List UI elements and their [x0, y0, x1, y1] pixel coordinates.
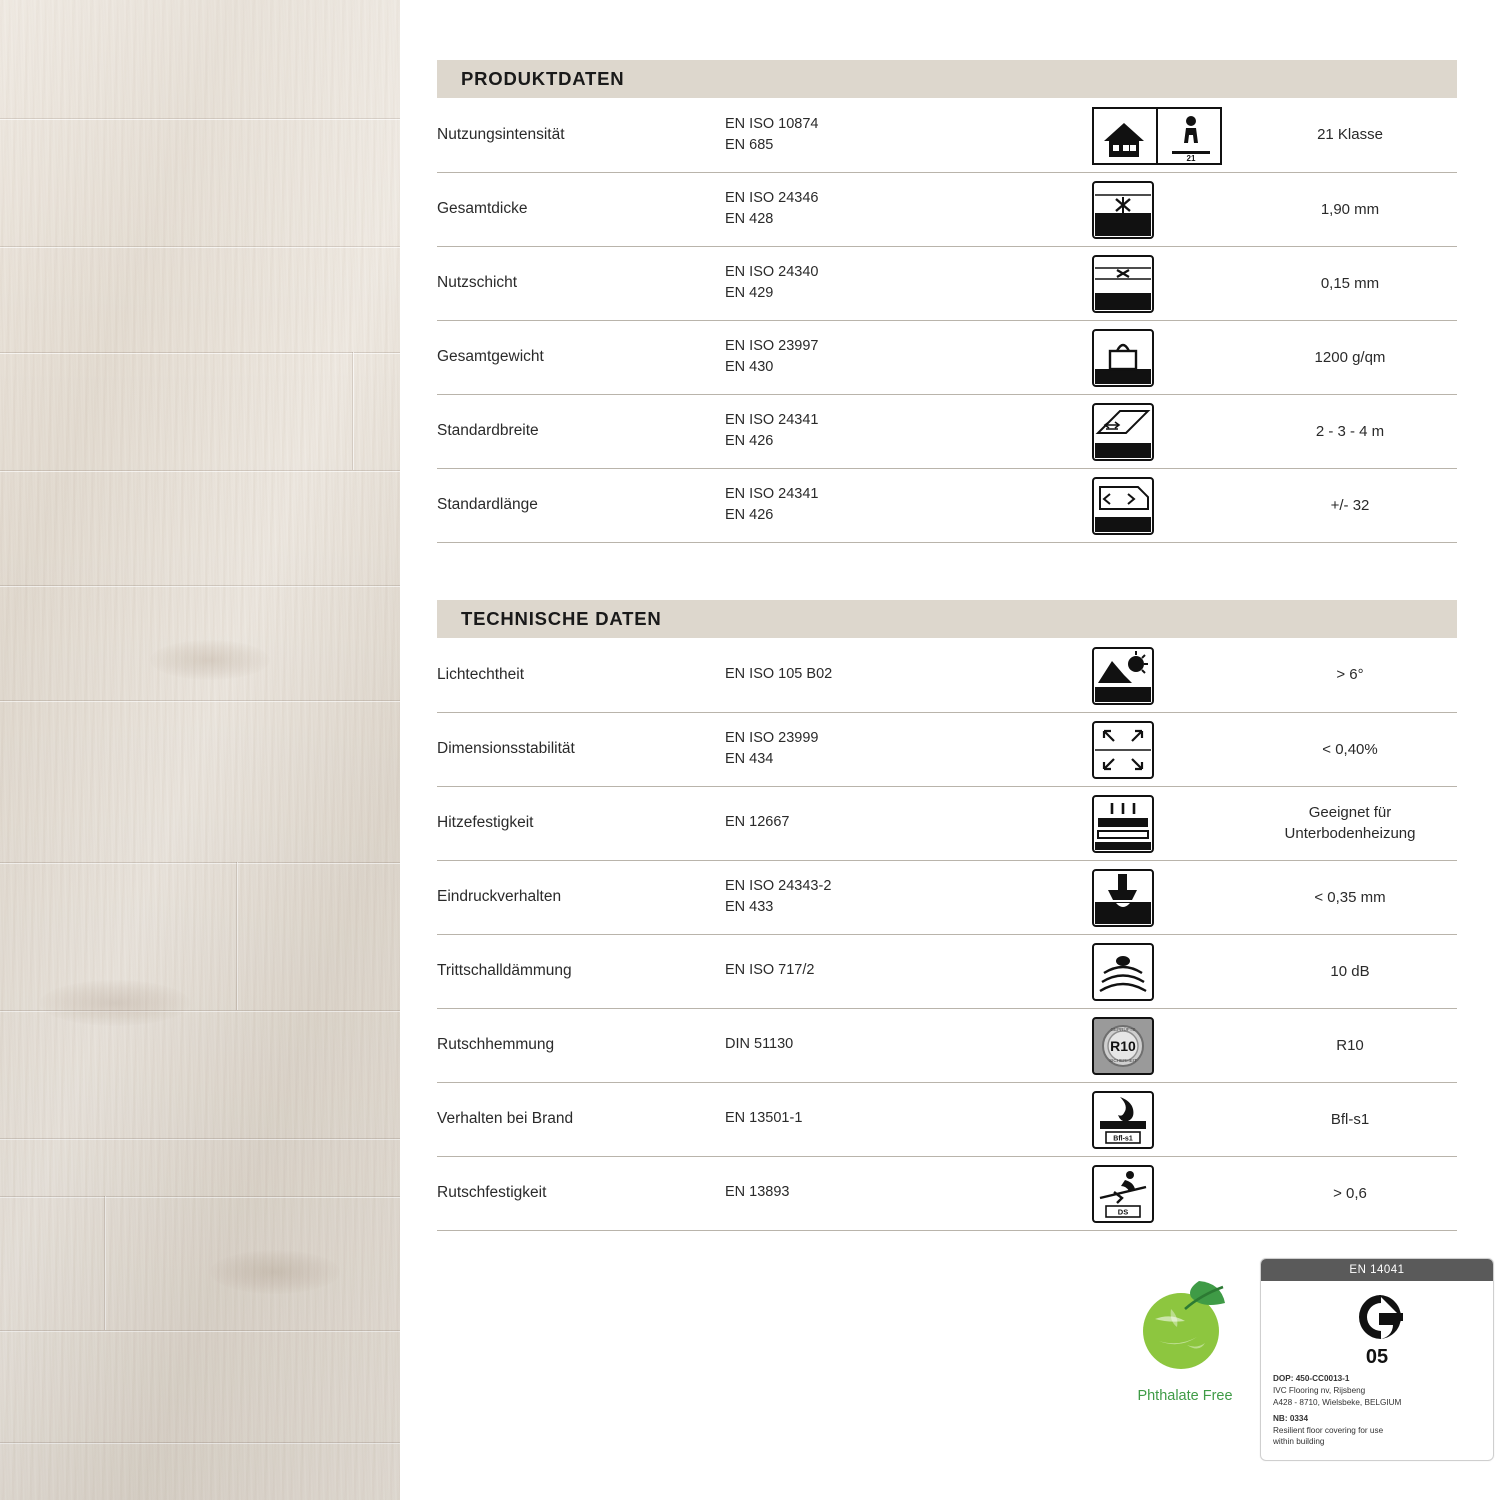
table-row [437, 786, 1457, 860]
row-label: Lichtechtheit [437, 638, 725, 712]
ce-company: IVC Flooring nv, Rijsbeng [1273, 1385, 1366, 1395]
norm-line: EN 426 [725, 433, 774, 449]
row-label: Trittschalldämmung [437, 934, 725, 1008]
norm-line: EN 434 [725, 751, 774, 767]
table-row [437, 172, 1457, 246]
row-label: Hitzefestigkeit [437, 786, 725, 860]
section-title: TECHNISCHE DATEN [461, 608, 662, 629]
ce-year: 05 [1365, 1346, 1389, 1368]
row-icon-cell [1013, 1156, 1243, 1230]
section-technische-daten [437, 600, 1457, 1231]
row-icon-cell [1013, 1008, 1243, 1082]
section-header-technische-daten [437, 600, 1457, 638]
row-icon-cell [1013, 172, 1243, 246]
row-value-line: Geeignet für [1308, 804, 1392, 821]
ce-mark [1273, 1291, 1481, 1348]
row-icon-cell [1013, 394, 1243, 468]
row-icon-cell [1013, 638, 1243, 712]
section-produktdaten [437, 60, 1457, 543]
row-label: Gesamtdicke [437, 172, 725, 246]
row-icon-cell [1013, 786, 1243, 860]
ce-standard: EN 14041 [1261, 1259, 1493, 1281]
row-value: > 6° [1243, 638, 1457, 712]
house-person-class-icon [1092, 107, 1196, 163]
row-value: 21 Klasse [1243, 98, 1457, 172]
norm-line: EN 428 [725, 211, 774, 227]
fire-behaviour-icon [1092, 1091, 1164, 1147]
table-row [437, 394, 1457, 468]
row-norms [725, 172, 1013, 246]
norm-line: EN ISO 23997 [725, 337, 819, 354]
total-thickness-icon [1092, 181, 1164, 237]
table-row [437, 1082, 1457, 1156]
norm-line: EN 13501-1 [725, 1110, 803, 1127]
svg-text:R10: R10 [1110, 1038, 1136, 1054]
row-norms [725, 786, 1013, 860]
row-icon-cell [1013, 860, 1243, 934]
table-row [437, 934, 1457, 1008]
row-value: 1,90 mm [1243, 172, 1457, 246]
row-value: +/- 32 [1243, 468, 1457, 542]
row-label: Eindruckverhalten [437, 860, 725, 934]
row-label: Rutschhemmung [437, 1008, 725, 1082]
norm-line: EN ISO 717/2 [725, 962, 815, 979]
row-value: 0,15 mm [1243, 246, 1457, 320]
ce-description-line-1: Resilient floor covering for use [1273, 1425, 1384, 1435]
svg-text:GEPRÜFTE: GEPRÜFTE [1110, 1027, 1136, 1032]
row-value: < 0,40% [1243, 712, 1457, 786]
row-value: > 0,6 [1243, 1156, 1457, 1230]
norm-line: EN ISO 10874 [725, 115, 819, 132]
ce-logo-icon [1329, 1291, 1425, 1343]
row-label: Gesamtgewicht [437, 320, 725, 394]
row-label: Nutzungsintensität [437, 98, 725, 172]
row-value: 2 - 3 - 4 m [1243, 394, 1457, 468]
row-label: Rutschfestigkeit [437, 1156, 725, 1230]
norm-line: EN 12667 [725, 814, 790, 831]
svg-text:Bfl-s1: Bfl-s1 [1113, 1135, 1133, 1143]
phthalate-free-label: Phthalate Free [1137, 1388, 1233, 1404]
svg-text:21: 21 [1186, 153, 1196, 163]
standard-width-icon [1092, 403, 1164, 459]
total-weight-icon [1092, 329, 1164, 385]
row-value: 1200 g/qm [1243, 320, 1457, 394]
norm-line: EN ISO 24346 [725, 189, 819, 206]
row-icon-cell [1013, 934, 1243, 1008]
svg-text:DS: DS [1117, 1207, 1129, 1217]
row-norms [725, 394, 1013, 468]
norm-line: EN 429 [725, 285, 774, 301]
ce-body [1261, 1281, 1493, 1460]
row-norms [725, 1082, 1013, 1156]
table-row [437, 638, 1457, 712]
ce-card [1260, 1258, 1494, 1461]
row-norms [725, 1156, 1013, 1230]
row-value: R10 [1243, 1008, 1457, 1082]
ce-address: A428 - 8710, Wielsbeke, BELGIUM [1273, 1397, 1402, 1407]
residual-indentation-icon [1092, 869, 1164, 925]
row-icon-cell [1013, 98, 1243, 172]
norm-line: DIN 51130 [725, 1036, 794, 1053]
norm-line: EN 433 [725, 899, 774, 915]
norm-line: EN ISO 24343-2 [725, 877, 832, 894]
footer-logos [400, 1255, 1500, 1465]
row-value [1243, 786, 1457, 860]
impact-sound-icon [1092, 943, 1164, 999]
row-norms [725, 860, 1013, 934]
table-row [437, 712, 1457, 786]
norm-line: EN 426 [725, 507, 774, 523]
section-title: PRODUKTDATEN [461, 68, 625, 89]
table-row [437, 860, 1457, 934]
table-row [437, 98, 1457, 172]
row-label: Nutzschicht [437, 246, 725, 320]
lightfastness-sun-icon [1092, 647, 1164, 703]
svg-text:SICHERHEIT: SICHERHEIT [1109, 1058, 1137, 1063]
row-label: Standardlänge [437, 468, 725, 542]
norm-line: EN 13893 [725, 1184, 790, 1201]
norm-line: EN ISO 23999 [725, 729, 819, 746]
row-icon-cell [1013, 320, 1243, 394]
wood-lighting-overlay [0, 0, 400, 1500]
row-value: < 0,35 mm [1243, 860, 1457, 934]
table-row [437, 1156, 1457, 1230]
row-icon-cell [1013, 712, 1243, 786]
standard-length-icon [1092, 477, 1164, 533]
row-label: Standardbreite [437, 394, 725, 468]
row-norms [725, 638, 1013, 712]
norm-line: EN ISO 24340 [725, 263, 819, 280]
row-norms [725, 712, 1013, 786]
row-icon-cell [1013, 468, 1243, 542]
row-label: Verhalten bei Brand [437, 1082, 725, 1156]
globe-leaf-icon [1125, 1275, 1245, 1379]
row-norms [725, 246, 1013, 320]
row-norms [725, 934, 1013, 1008]
underfloor-heating-icon [1092, 795, 1164, 851]
wear-layer-icon [1092, 255, 1164, 311]
row-norms [725, 98, 1013, 172]
norm-line: EN 685 [725, 136, 774, 153]
row-icon-cell [1013, 246, 1243, 320]
dimensional-stability-arrows-icon [1092, 721, 1164, 777]
ce-dop: DOP: 450-CC0013-1 [1273, 1374, 1350, 1383]
produktdaten-table [437, 98, 1457, 543]
phthalate-free-logo [1100, 1275, 1270, 1404]
norm-line: EN 430 [725, 359, 774, 375]
norm-line: EN ISO 24341 [725, 485, 819, 502]
row-value-line: Unterbodenheizung [1284, 825, 1416, 842]
row-norms [725, 468, 1013, 542]
slip-ds-icon [1092, 1165, 1164, 1221]
ce-description-line-2: within building [1273, 1437, 1325, 1447]
ce-marking-block [1260, 1258, 1500, 1461]
row-norms [725, 320, 1013, 394]
row-value: Bfl-s1 [1243, 1082, 1457, 1156]
table-row [437, 246, 1457, 320]
row-label: Dimensionsstabilität [437, 712, 725, 786]
technische-daten-table [437, 638, 1457, 1231]
r10-slip-resistance-icon [1092, 1017, 1164, 1073]
norm-line: EN ISO 24341 [725, 411, 819, 428]
section-header-produktdaten [437, 60, 1457, 98]
floor-product-photo [0, 0, 400, 1500]
row-value: 10 dB [1243, 934, 1457, 1008]
row-icon-cell [1013, 1082, 1243, 1156]
norm-line: EN ISO 105 B02 [725, 666, 833, 683]
table-row [437, 320, 1457, 394]
table-row [437, 468, 1457, 542]
row-norms [725, 1008, 1013, 1082]
ce-notified-body: NB: 0334 [1273, 1413, 1309, 1423]
table-row [437, 1008, 1457, 1082]
